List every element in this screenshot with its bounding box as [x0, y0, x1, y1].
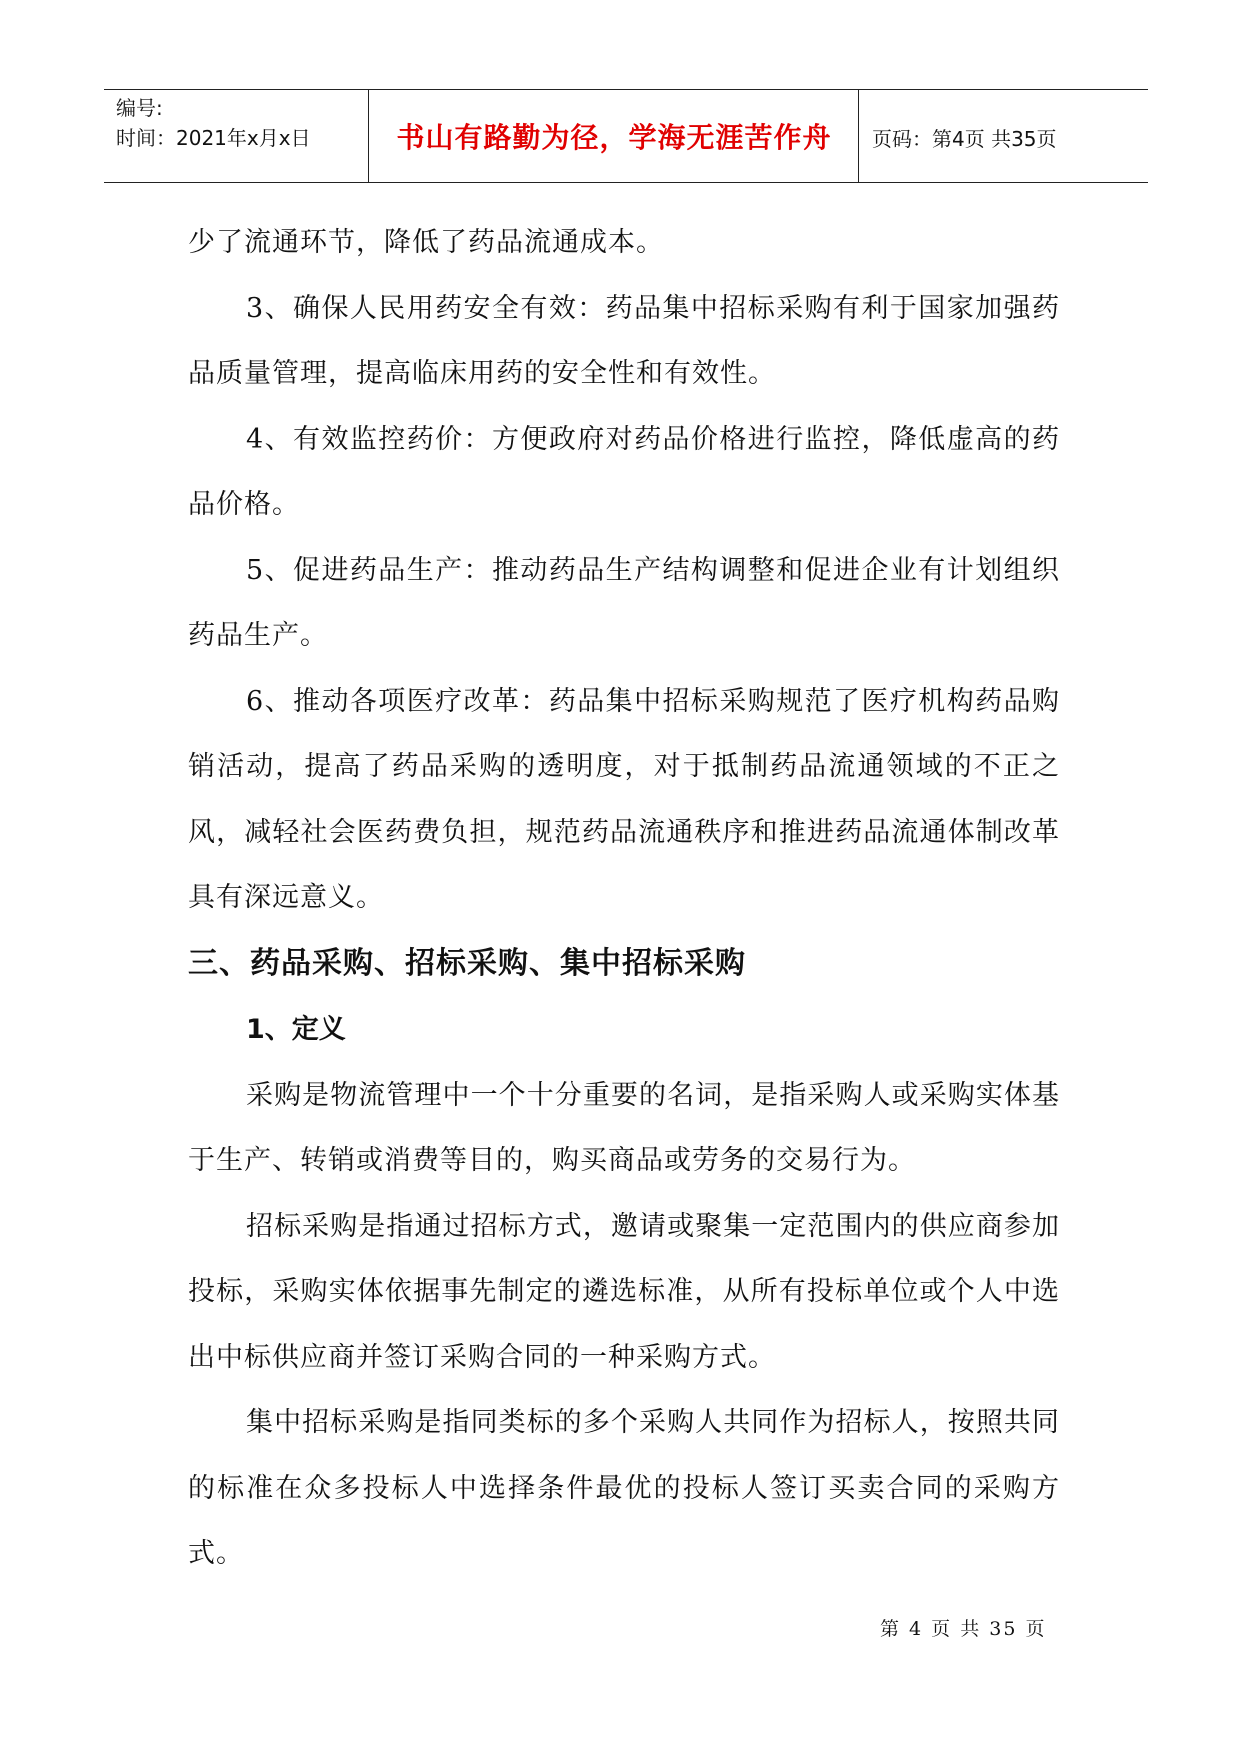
header-motto: 书山有路勤为径，学海无涯苦作舟 [396, 121, 832, 154]
subsection-heading: 1、定义 [246, 1013, 346, 1045]
header-divider [858, 90, 859, 182]
definition-paragraph: 集中招标采购是指同类标的多个采购人共同作为招标人，按照共同的标准在众多投标人中选择条件最优的投标人签订买卖合同的采购方式。 [188, 1407, 1060, 1569]
definition-paragraph: 采购是物流管理中一个十分重要的名词，是指采购人或采购实体基于生产、转销或消费等目的，购买商品或劳务的交易行为。 [188, 1079, 1060, 1176]
header-divider [368, 90, 369, 182]
paragraph: 5、促进药品生产：推动药品生产结构调整和促进企业有计划组织药品生产。 [188, 554, 1060, 651]
paragraph: 6、推动各项医疗改革：药品集中招标采购规范了医疗机构药品购销活动，提高了药品采购的透明度，对于抵制药品流通领域的不正之风，减轻社会医药费负担，规范药品流通秩序和推进药品流通体制改革具有深远意义。 [188, 685, 1060, 913]
definition-paragraph: 招标采购是指通过招标方式，邀请或聚集一定范围内的供应商参加投标，采购实体依据事先制定的遴选标准，从所有投标单位或个人中选出中标供应商并签订采购合同的一种采购方式。 [188, 1210, 1060, 1373]
page-header [104, 89, 1148, 183]
paragraph: 3、确保人民用药安全有效：药品集中招标采购有利于国家加强药品质量管理，提高临床用药的安全性和有效性。 [188, 292, 1060, 389]
header-page-number: 页码：第4页 共35页 [872, 127, 1057, 151]
document-body [188, 210, 1060, 1587]
time-label: 时间：2021年x月x日 [116, 126, 311, 150]
page-footer: 第 4 页 共 35 页 [880, 1618, 1047, 1640]
paragraph: 4、有效监控药价：方便政府对药品价格进行监控，降低虚高的药品价格。 [188, 423, 1060, 520]
section-heading: 三、药品采购、招标采购、集中招标采购 [188, 945, 746, 981]
paragraph: 少了流通环节，降低了药品流通成本。 [188, 227, 664, 258]
header-meta [116, 93, 366, 153]
serial-number-label: 编号: [116, 96, 163, 120]
